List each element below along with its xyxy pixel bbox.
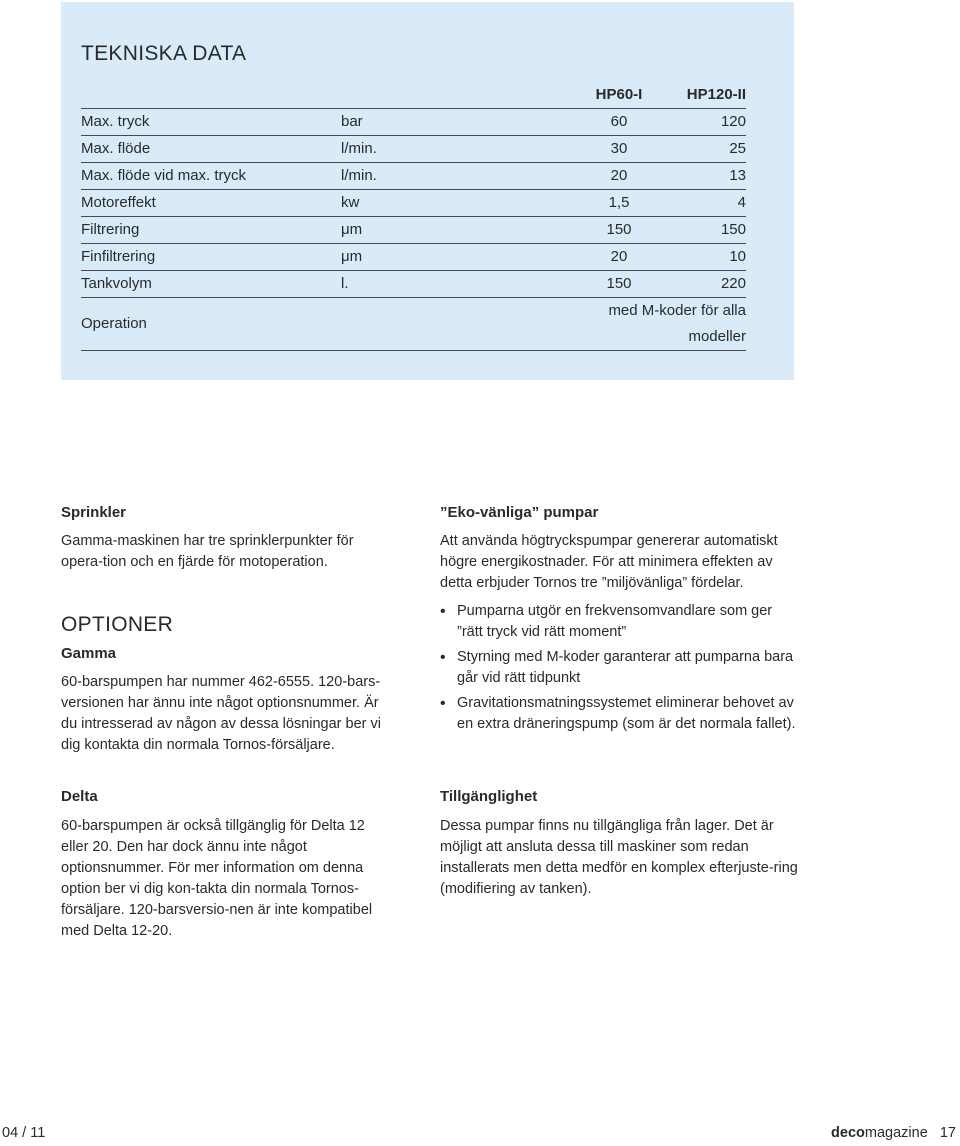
tech-data-title: TEKNISKA DATA bbox=[81, 42, 247, 65]
row-unit: l. bbox=[341, 271, 573, 298]
availability-heading: Tillgänglighet bbox=[440, 788, 538, 805]
column-header-hp60: HP60-I bbox=[573, 82, 665, 109]
row-label: Max. flöde bbox=[81, 136, 341, 163]
row-label: Finfiltrering bbox=[81, 244, 341, 271]
delta-text: 60-barspumpen är också tillgänglig för Delta 12 eller 20. Den har dock ännu inte något optionsnummer. För mer information om denna option ber vi dig kon-takta din normala Tornos-försäljare. 120-barsversio-nen är inte kompatibel med Delta 12-20. bbox=[61, 818, 373, 939]
list-item: • Styrning med M-koder garanterar att pumparna bara går vid rätt tidpunkt bbox=[440, 647, 798, 689]
row-hp60: 150 bbox=[573, 217, 665, 244]
brand-magazine: magazine bbox=[864, 1125, 928, 1141]
optioner-section bbox=[61, 614, 391, 756]
eko-section bbox=[440, 502, 798, 739]
sprinkler-text: Gamma-maskinen har tre sprinklerpunkter för opera-tion och en fjärde för motoperation. bbox=[61, 533, 354, 570]
row-hp120: 120 bbox=[665, 109, 746, 136]
row-label: Operation bbox=[81, 298, 341, 351]
row-hp120: 10 bbox=[665, 244, 746, 271]
tech-data-table bbox=[81, 82, 746, 351]
brand-deco: deco bbox=[831, 1125, 865, 1141]
row-unit: μm bbox=[341, 244, 573, 271]
table-row-operation bbox=[81, 298, 746, 351]
row-hp120: 150 bbox=[665, 217, 746, 244]
row-hp120: 220 bbox=[665, 271, 746, 298]
eko-text: Att använda högtryckspumpar genererar automatiskt högre energikostnader. För att minimera effekten av detta erbjuder Tornos tre ”miljövänliga” fördelar. bbox=[440, 533, 778, 591]
row-hp120: 4 bbox=[665, 190, 746, 217]
optioner-heading: OPTIONER bbox=[61, 613, 174, 636]
list-item: • Pumparna utgör en frekvensomvandlare som ger ”rätt tryck vid rätt moment” bbox=[440, 601, 798, 643]
table-row bbox=[81, 163, 746, 190]
row-hp60: 20 bbox=[573, 244, 665, 271]
row-hp60: 1,5 bbox=[573, 190, 665, 217]
availability-section bbox=[440, 786, 798, 900]
header-blank bbox=[341, 82, 573, 109]
row-hp120: 13 bbox=[665, 163, 746, 190]
column-header-hp120: HP120-II bbox=[665, 82, 746, 109]
row-hp60: 30 bbox=[573, 136, 665, 163]
row-label: Motoreffekt bbox=[81, 190, 341, 217]
table-row bbox=[81, 244, 746, 271]
table-row bbox=[81, 271, 746, 298]
footer-issue: 04 / 11 bbox=[2, 1125, 46, 1141]
row-label: Filtrering bbox=[81, 217, 341, 244]
row-unit bbox=[341, 298, 573, 351]
availability-text: Dessa pumpar finns nu tillgängliga från lager. Det är möjligt att ansluta dessa till maskiner som redan installerats men detta medför en komplex efterjuste-ring (modifiering av tanken). bbox=[440, 818, 798, 897]
row-unit: μm bbox=[341, 217, 573, 244]
table-row bbox=[81, 217, 746, 244]
operation-value: med M-koder för alla modeller bbox=[573, 298, 746, 351]
row-unit: l/min. bbox=[341, 163, 573, 190]
row-unit: l/min. bbox=[341, 136, 573, 163]
row-unit: kw bbox=[341, 190, 573, 217]
list-item: • Gravitationsmatningssystemet eliminerar behovet av en extra dräneringspump (som är det normala fallet). bbox=[440, 693, 798, 735]
sprinkler-heading: Sprinkler bbox=[61, 504, 127, 521]
row-hp60: 20 bbox=[573, 163, 665, 190]
row-label: Max. flöde vid max. tryck bbox=[81, 163, 341, 190]
table-row bbox=[81, 109, 746, 136]
table-row bbox=[81, 190, 746, 217]
gamma-heading: Gamma bbox=[61, 645, 117, 662]
row-unit: bar bbox=[341, 109, 573, 136]
page-number: 17 bbox=[939, 1125, 956, 1141]
eko-bullet-list bbox=[440, 601, 798, 735]
table-row bbox=[81, 136, 746, 163]
delta-heading: Delta bbox=[61, 788, 98, 805]
header-blank bbox=[81, 82, 341, 109]
left-column bbox=[61, 502, 391, 573]
footer-brand bbox=[831, 1125, 956, 1141]
delta-section bbox=[61, 786, 391, 942]
row-label: Max. tryck bbox=[81, 109, 341, 136]
gamma-text: 60-barspumpen har nummer 462-6555. 120-bars-versionen har ännu inte något optionsnummer. Är du intresserad av någon av dessa lösningar ber vi dig kontakta din normala Tornos-försäljare. bbox=[61, 674, 381, 753]
table-header-row bbox=[81, 82, 746, 109]
row-hp120: 25 bbox=[665, 136, 746, 163]
row-hp60: 150 bbox=[573, 271, 665, 298]
eko-heading: ”Eko-vänliga” pumpar bbox=[440, 504, 599, 521]
row-label: Tankvolym bbox=[81, 271, 341, 298]
row-hp60: 60 bbox=[573, 109, 665, 136]
